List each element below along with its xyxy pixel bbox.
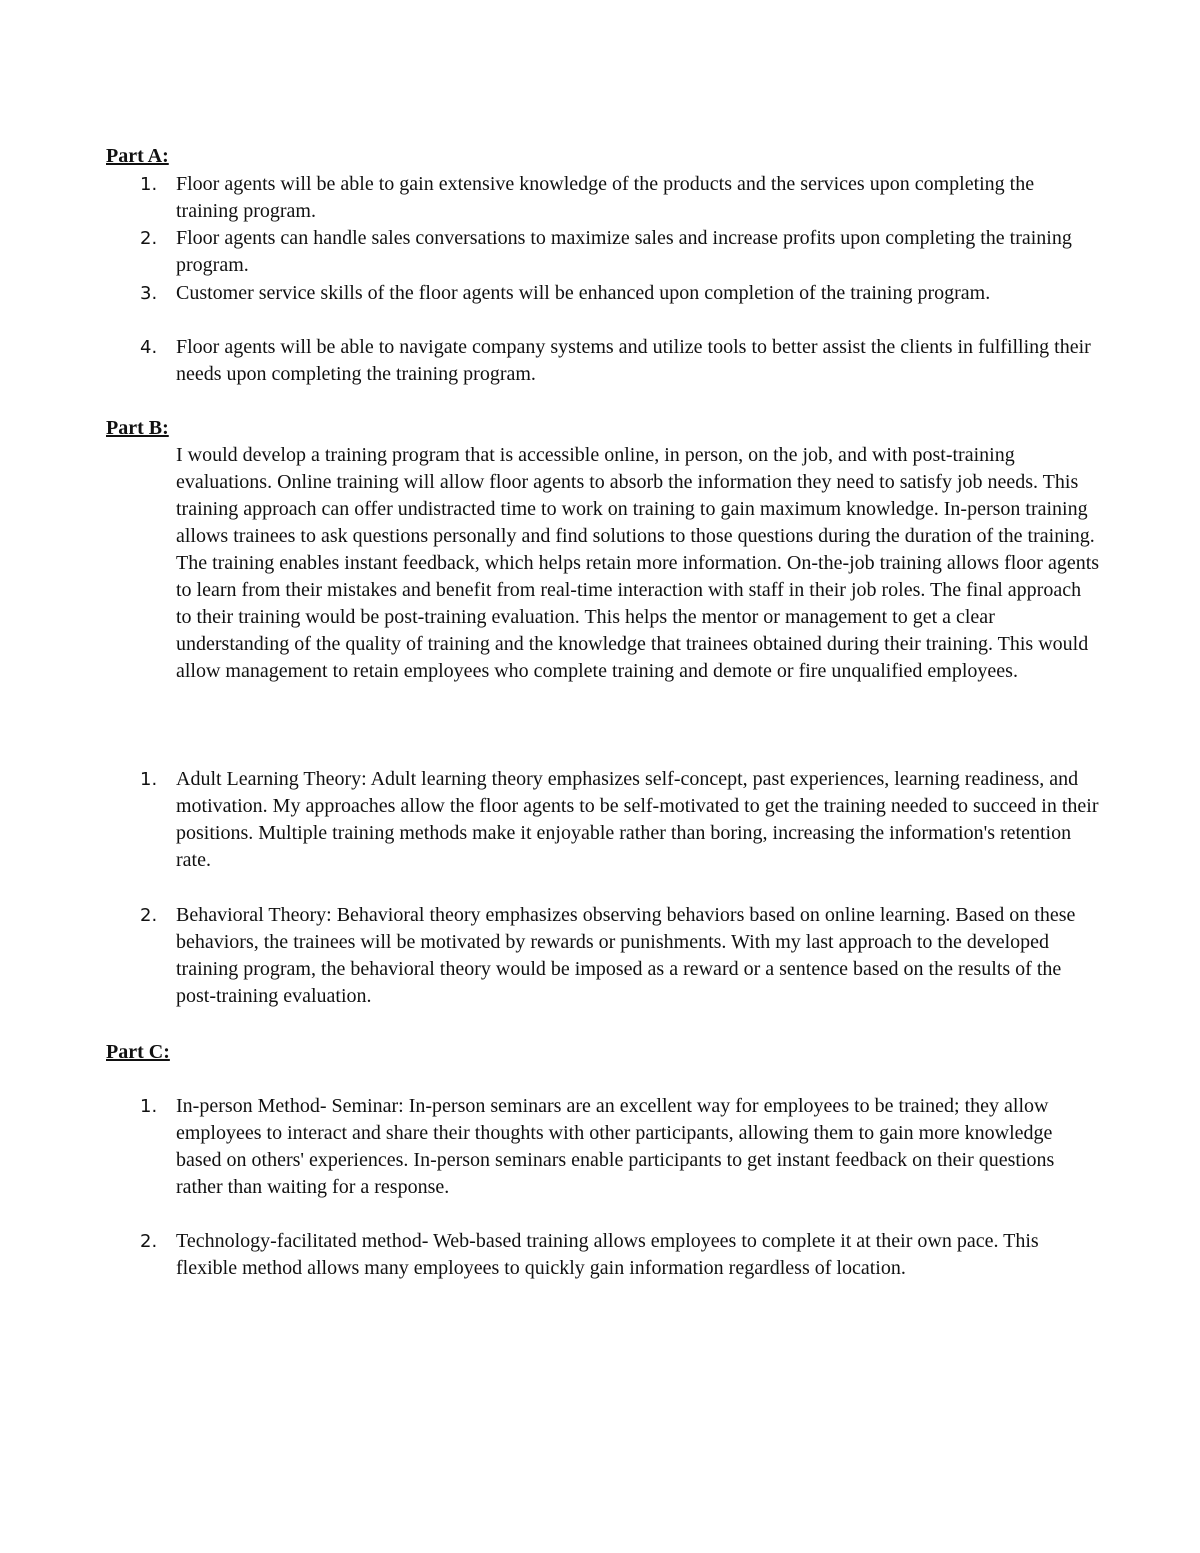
part-c-heading: Part C:: [106, 1041, 170, 1063]
list-number: 2.: [140, 1231, 158, 1252]
list-item: Floor agents will be able to gain extensive knowledge of the products and the services upon completing the training program.: [176, 173, 1035, 222]
part-b-heading: Part B:: [106, 417, 169, 439]
part-b-paragraph: I would develop a training program that is accessible online, in person, on the job, and with post-training evaluations. Online training will allow floor agents to absorb the information they need to satisfy job needs. This training approach can offer undistracted time to work on training to gain maximum knowledge. In-person training allows trainees to ask questions personally and find solutions to those questions during the duration of the training. The training enables instant feedback, which helps retain more information. On-the-job training allows floor agents to learn from their mistakes and benefit from real-time interaction with staff in their job roles. The final approach to their training would be post-training evaluation. This helps the mentor or management to get a clear understanding of the quality of training and the knowledge that trainees obtained during their training. This would allow management to retain employees who complete training and demote or fire unqualified employees.: [176, 444, 1100, 682]
list-item: Adult Learning Theory: Adult learning theory emphasizes self-concept, past experiences, learning readiness, and motivation. My approaches allow the floor agents to be self-motivated to get the training needed to succeed in their positions. Multiple training methods make it enjoyable rather than boring, increasing the information's retention rate.: [176, 768, 1099, 871]
list-number: 1.: [140, 174, 158, 195]
list-number: 3.: [140, 283, 158, 304]
list-item: Technology-facilitated method- Web-based training allows employees to complete it at their own pace. This flexible method allows many employees to quickly gain information regardless of location.: [176, 1230, 1039, 1279]
list-item: Floor agents can handle sales conversations to maximize sales and increase profits upon completing the training program.: [176, 227, 1072, 276]
list-item: Behavioral Theory: Behavioral theory emphasizes observing behaviors based on online learning. Based on these behaviors, the trainees will be motivated by rewards or punishments. With my last approach to the developed training program, the behavioral theory would be imposed as a reward or a sentence based on the results of the post-training evaluation.: [176, 904, 1076, 1007]
list-number: 2.: [140, 228, 158, 249]
list-number: 4.: [140, 337, 158, 358]
list-number: 1.: [140, 1096, 158, 1117]
list-item: In-person Method- Seminar: In-person seminars are an excellent way for employees to be trained; they allow employees to interact and share their thoughts with other participants, allowing them to gain more knowledge based on others' experiences. In-person seminars enable participants to get instant feedback on their questions rather than waiting for a response.: [176, 1095, 1055, 1198]
list-item: Floor agents will be able to navigate company systems and utilize tools to better assist the clients in fulfilling their needs upon completing the training program.: [176, 336, 1091, 385]
part-a-heading: Part A:: [106, 145, 169, 167]
list-number: 2.: [140, 905, 158, 926]
list-number: 1.: [140, 769, 158, 790]
list-item: Customer service skills of the floor agents will be enhanced upon completion of the training program.: [176, 282, 991, 304]
